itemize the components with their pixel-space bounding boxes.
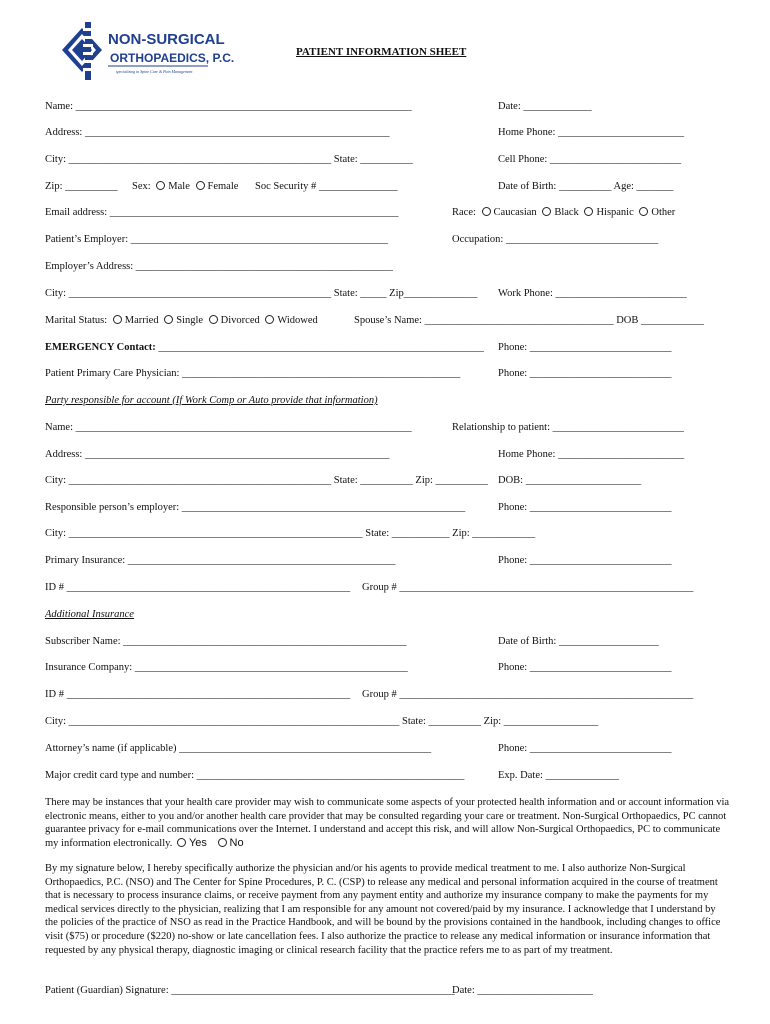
race-hispanic-radio[interactable] bbox=[584, 207, 593, 216]
sex-group bbox=[132, 180, 238, 193]
sex-label: Sex: bbox=[132, 181, 151, 192]
insurance-company-field[interactable]: Insurance Company: ____________________________________________________ bbox=[45, 662, 408, 673]
spine-emblem-icon bbox=[62, 22, 102, 80]
marital-married-radio[interactable] bbox=[113, 315, 122, 324]
form-title: PATIENT INFORMATION SHEET bbox=[296, 46, 467, 58]
signature-date-field[interactable]: Date: ______________________ bbox=[452, 985, 593, 996]
party-responsible-heading: Party responsible for account (If Work Comp or Auto provide that information) bbox=[45, 395, 378, 406]
race-label: Race: bbox=[452, 207, 476, 218]
logo-tagline: specializing in Spine Care & Pain Management bbox=[116, 69, 193, 74]
email-field[interactable]: Email address: _______________________________________________________ bbox=[45, 207, 399, 218]
subscriber-name-field[interactable]: Subscriber Name: ______________________________________________________ bbox=[45, 636, 407, 647]
resp-name-field[interactable]: Name: ________________________________________________________________ bbox=[45, 422, 412, 433]
practice-logo bbox=[56, 20, 235, 82]
race-group bbox=[452, 206, 675, 219]
sex-female-label: Female bbox=[207, 181, 239, 192]
marital-divorced-radio[interactable] bbox=[209, 315, 218, 324]
subscriber-dob-field[interactable]: Date of Birth: ___________________ bbox=[498, 636, 659, 647]
marital-status-label: Marital Status: bbox=[45, 315, 108, 326]
logo-line2: ORTHOPAEDICS, P.C. bbox=[110, 51, 235, 65]
marital-married-label: Married bbox=[124, 315, 159, 326]
group-field-1[interactable]: Group # ________________________________________________________ bbox=[362, 582, 694, 593]
marital-single-radio[interactable] bbox=[164, 315, 173, 324]
race-hispanic-label: Hispanic bbox=[596, 207, 634, 218]
exp-date-field[interactable]: Exp. Date: ______________ bbox=[498, 770, 620, 781]
relationship-field[interactable]: Relationship to patient: _________________________ bbox=[452, 422, 684, 433]
date-field[interactable]: Date: _____________ bbox=[498, 101, 592, 112]
race-black-label: Black bbox=[554, 207, 579, 218]
city-state-zip-field[interactable]: City: __________________________________________________ State: _____ Zip______________ bbox=[45, 288, 478, 299]
primary-insurance-phone-field[interactable]: Phone: ___________________________ bbox=[498, 555, 672, 566]
spouse-field[interactable]: Spouse’s Name: ____________________________________ DOB ____________ bbox=[354, 315, 704, 326]
resp-city2-field[interactable]: City: ________________________________________________________ State: ___________ Zip: ____________ bbox=[45, 528, 536, 539]
sex-female-radio[interactable] bbox=[196, 181, 205, 190]
resp-home-phone-field[interactable]: Home Phone: ________________________ bbox=[498, 449, 685, 460]
emergency-contact-label: EMERGENCY Contact: bbox=[45, 342, 156, 353]
employer-field[interactable]: Patient’s Employer: _________________________________________________ bbox=[45, 234, 388, 245]
marital-widowed-radio[interactable] bbox=[265, 315, 274, 324]
race-caucasian-radio[interactable] bbox=[482, 207, 491, 216]
emergency-contact-field[interactable] bbox=[45, 341, 484, 354]
cell-phone-field[interactable]: Cell Phone: _________________________ bbox=[498, 154, 682, 165]
electronic-communication-consent bbox=[45, 796, 730, 850]
insurance-company-phone-field[interactable]: Phone: ___________________________ bbox=[498, 662, 672, 673]
ins-city-field[interactable]: City: _______________________________________________________________ State: __________ Zip: __________________ bbox=[45, 716, 599, 727]
home-phone-field[interactable]: Home Phone: ________________________ bbox=[498, 127, 685, 138]
pcp-phone-field[interactable]: Phone: ___________________________ bbox=[498, 368, 672, 379]
city-state-field[interactable]: City: __________________________________________________ State: __________ bbox=[45, 154, 413, 165]
primary-insurance-field[interactable]: Primary Insurance: ___________________________________________________ bbox=[45, 555, 396, 566]
sex-male-label: Male bbox=[168, 181, 190, 192]
sex-male-radio[interactable] bbox=[156, 181, 165, 190]
emergency-contact-line: ______________________________________________________________ bbox=[158, 342, 484, 353]
consent-yes-label: Yes bbox=[188, 836, 207, 849]
consent-text: There may be instances that your health care provider may wish to communicate some aspects of your protected health information and or account information via electronic means, either to you and/or another health care provider that may be consulted regarding your care or treatment. Non-Surgical Orthopaedics, PC cannot guarantee privacy for e-mail communications over the Internet. I understand and accept this risk, and will allow Non-Surgical Orthopaedics, PC to communicate my information electronically. bbox=[45, 797, 730, 849]
consent-yes-radio[interactable] bbox=[177, 838, 186, 847]
attorney-phone-field[interactable]: Phone: ___________________________ bbox=[498, 743, 672, 754]
resp-employer-field[interactable]: Responsible person’s employer: ______________________________________________________ bbox=[45, 502, 466, 513]
additional-insurance-heading: Additional Insurance bbox=[45, 609, 134, 620]
emergency-phone-field[interactable]: Phone: ___________________________ bbox=[498, 342, 672, 353]
marital-divorced-label: Divorced bbox=[220, 315, 260, 326]
attorney-field[interactable]: Attorney’s name (if applicable) ________________________________________________ bbox=[45, 743, 432, 754]
marital-widowed-label: Widowed bbox=[277, 315, 318, 326]
race-black-radio[interactable] bbox=[542, 207, 551, 216]
group-field-2[interactable]: Group # ________________________________________________________ bbox=[362, 689, 694, 700]
consent-no-radio[interactable] bbox=[218, 838, 227, 847]
consent-no-label: No bbox=[229, 836, 244, 849]
credit-card-field[interactable]: Major credit card type and number: ___________________________________________________ bbox=[45, 770, 465, 781]
race-caucasian-label: Caucasian bbox=[493, 207, 537, 218]
name-field[interactable]: Name: ________________________________________________________________ bbox=[45, 101, 412, 112]
marital-status-group bbox=[45, 314, 318, 327]
occupation-field[interactable]: Occupation: _____________________________ bbox=[452, 234, 659, 245]
employer-address-field[interactable]: Employer’s Address: _________________________________________________ bbox=[45, 261, 394, 272]
zip-field[interactable]: Zip: __________ bbox=[45, 181, 118, 192]
address-field[interactable]: Address: __________________________________________________________ bbox=[45, 127, 390, 138]
race-other-label: Other bbox=[651, 207, 676, 218]
resp-city-field[interactable]: City: __________________________________________________ State: __________ Zip: __________ bbox=[45, 475, 489, 486]
marital-single-label: Single bbox=[176, 315, 204, 326]
id-field-2[interactable]: ID # ______________________________________________________ bbox=[45, 689, 351, 700]
id-field-1[interactable]: ID # ______________________________________________________ bbox=[45, 582, 351, 593]
authorization-paragraph: By my signature below, I hereby specifically authorize the physician and/or his agents to provide medical treatment to me. I also authorize Non-Surgical Orthopaedics, P.C. (NSO) and The Center for Spine Procedures, P. C. (CSP) to release any medical and personal information acquired in the course of treatment that is necessary to process insurance claims, or receive payment from any payment entity and authorize my insurance company to make the payments for my medical services directly to the physician, realizing that I am responsible for any amount not covered/paid by my insurance. I acknowledge that I understand by the policies of the practice of NSO as read in the Practice Handbook, and will be bound by the provisions contained in the handbook, including changes to office visit ($75) or procedure ($220) no-show or late cancellation fees. I also authorize the practice to release any medical information or insurance information that requested by any physical therapy, diagnostic imaging or clinical research facility that the practice refers me to as part of my treatment. bbox=[45, 863, 721, 956]
dob-age-field[interactable]: Date of Birth: __________ Age: _______ bbox=[498, 181, 674, 192]
resp-phone-field[interactable]: Phone: ___________________________ bbox=[498, 502, 672, 513]
work-phone-field[interactable]: Work Phone: _________________________ bbox=[498, 288, 687, 299]
logo-line1: NON-SURGICAL bbox=[108, 31, 225, 48]
resp-address-field[interactable]: Address: __________________________________________________________ bbox=[45, 449, 390, 460]
resp-dob-field[interactable]: DOB: ______________________ bbox=[498, 475, 642, 486]
race-other-radio[interactable] bbox=[639, 207, 648, 216]
soc-security-field[interactable]: Soc Security # _______________ bbox=[255, 181, 398, 192]
signature-field[interactable]: Patient (Guardian) Signature: ______________________________________________________ bbox=[45, 985, 455, 996]
pcp-field[interactable]: Patient Primary Care Physician: _____________________________________________________ bbox=[45, 368, 461, 379]
